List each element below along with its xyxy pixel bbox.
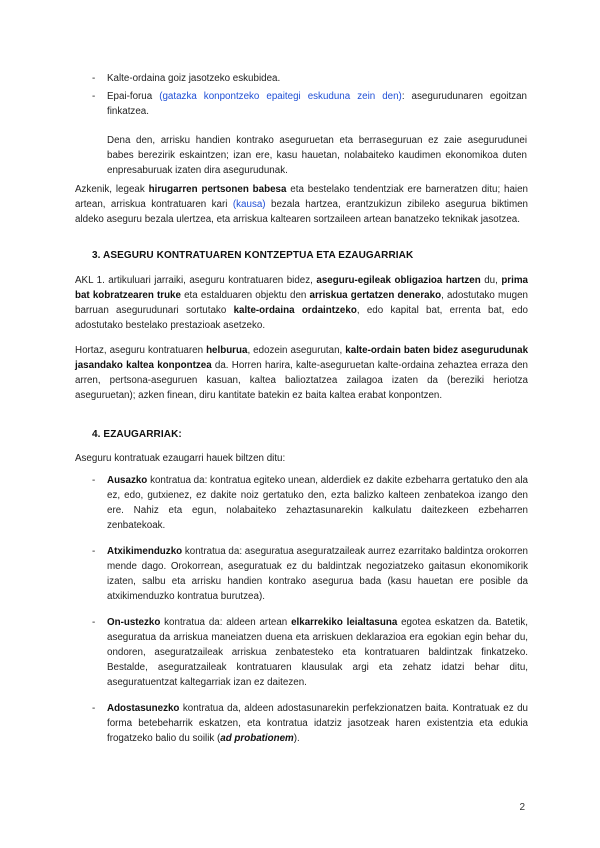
section-3-paragraph-1: [75, 273, 528, 333]
bullet-dash: -: [92, 703, 96, 714]
characteristics-list: [92, 473, 528, 746]
bold-text: arriskua gertatzen denerako: [309, 290, 442, 301]
bold-text: kalte-ordain baten bidez asegurudunak jasandako kaltea konpontzea: [75, 345, 529, 371]
list-item: [92, 89, 527, 119]
list-item: [92, 473, 528, 533]
section-4-heading: 4. EZAUGARRIAK:: [92, 429, 182, 440]
list-item-text: Epai-forua: [107, 91, 160, 102]
bullet-dash: -: [92, 617, 96, 628]
text: Azkenik, legeak: [75, 184, 149, 195]
bold-text: kalte-ordaina ordaintzeko: [233, 305, 357, 316]
court-link[interactable]: (gatazka konpontzeko epaitegi eskuduna zein den): [159, 91, 402, 102]
bullet-dash: -: [92, 73, 96, 84]
term-label: Ausazko: [107, 475, 148, 486]
list-item-text: : asegurudunaren egoitzan finkatzea.: [107, 91, 527, 117]
paragraph-finally: [75, 182, 528, 227]
bullet-dash: -: [92, 475, 96, 486]
section-3-heading: 3. ASEGURU KONTRATUAREN KONTZEPTUA ETA EZAUGARRIAK: [92, 250, 414, 261]
term-label: Adostasunezko: [107, 703, 180, 714]
text: , adostutako mugen barruan asegurudunari sortutako: [75, 290, 528, 316]
text: , edozein asegurutan,: [247, 345, 346, 356]
section-3-paragraph-2: [75, 343, 528, 403]
italic-latin-term: ad probationem: [220, 733, 294, 744]
text: eta bestelako tendentziak ere barneratzen ditu; haien artean, arriskua kontratuaren kari: [75, 184, 529, 210]
list-item: [92, 701, 528, 746]
bold-text: prima bat kobratzearen truke: [75, 275, 528, 301]
list-item: [92, 544, 528, 604]
page-number: 2: [519, 802, 525, 813]
text: eta estalduaren objektu den: [180, 290, 310, 301]
term-label: Atxikimenduzko: [107, 546, 183, 557]
bullet-dash: -: [92, 91, 96, 102]
text: da. Horren harira, kalte-aseguruetan kalte-ordaina zehaztea erraza den arren, pertsona-aseguruen kasuan, kaltea balioztatzea zailagoa izaten da (bereziki heriotza aseguruetan); azken finean, diru kantitate batekin ez baita kaltea erabat konpontzen.: [75, 360, 528, 401]
term-label: On-ustezko: [107, 617, 161, 628]
term-description: kontratua da, aldeen adostasunarekin perfekzionatzen baita. Kontratuak ez du forma betebeharrik eskatzen, eta kontratua idatziz jasotzeak haren existentzia eta edukia frogatzeko balio du soilik (: [107, 703, 528, 744]
term-description: ).: [293, 733, 300, 744]
term-description: egotea eskatzen da. Batetik, aseguratua da arriskua maneiatzen duena eta arriskuen deklarazioa era egokian egin behar du, ondoren, aseguratzaileak arriskua zenbatesteko eta kontratuaren baldintzak finkatzeko. Bestalde, aseguratzaileak kontratuaren klausulak argi eta zehatz idatzi behar ditu, aseguratuentzat kaltegarriak izan ez daitezen.: [107, 617, 528, 688]
kausa-link[interactable]: (kausa): [232, 199, 266, 210]
text: Hortaz, aseguru kontratuaren: [75, 345, 207, 356]
list-item: [92, 71, 527, 86]
section-4-intro: Aseguru kontratuak ezaugarri hauek biltzen ditu:: [75, 453, 286, 464]
bold-text: helburua: [206, 345, 248, 356]
list-item-text: Kalte-ordaina goiz jasotzeko eskubidea.: [107, 73, 281, 84]
text: bezala hartzea, erantzukizun zibileko asegurua biktimen aldeko aseguru bezala ulertzea, eta arriskua kaltearen sortzaileen artean banatzeko teknikak jasotzea.: [75, 199, 528, 225]
text: , edo kapital bat, errenta bat, edo adostutako bestelako prestazioak asetzeko.: [75, 305, 528, 331]
list-item: [92, 615, 528, 690]
bold-text: aseguru-egileak obligazioa hartzen: [316, 275, 481, 286]
top-list: [92, 71, 527, 178]
term-description: kontratua da: aldeen artean: [160, 617, 292, 628]
note-paragraph: Dena den, arrisku handien kontrako aseguruetan eta berraseguruan ez zaie asegurudunei babes berezirik eskaintzen; izan ere, kasu hauetan, nolabaiteko kaudimen ekonomikoa duten enpresaburuak izaten dira asegurudunak.: [107, 135, 527, 176]
text: du,: [480, 275, 502, 286]
text: AKL 1. artikuluari jarraiki, aseguru kontratuaren bidez,: [75, 275, 317, 286]
term-description: kontratua da: aseguratua aseguratzaileak aurrez ezarritako baldintza orokorren mende dago. Orokorrean, aseguratuak ez du baldintzak negoziatzeko gaitasun ekonomikorik izaten, salbu eta arrisku handien kontrako asegurua bada (kasu hauetan ere posible da atxikimenduzko kontratua burutzea).: [107, 546, 528, 602]
term-description: kontratua da: kontratua egiteko unean, alderdiek ez dakite ezbeharra gertatuko den ala ez, edo, gutxienez, ez dakite noiz gertatuko den, ezta balizko kalteen zenbatekoa izango den ere. Nahiz eta egun, nolabaiteko zehaztasunarekin kalkulatu daitezkeen ezbeharren zenbatekoak.: [107, 475, 528, 531]
bold-text: elkarrekiko leialtasuna: [291, 617, 398, 628]
bullet-dash: -: [92, 546, 96, 557]
bold-text: hirugarren pertsonen babesa: [148, 184, 287, 195]
